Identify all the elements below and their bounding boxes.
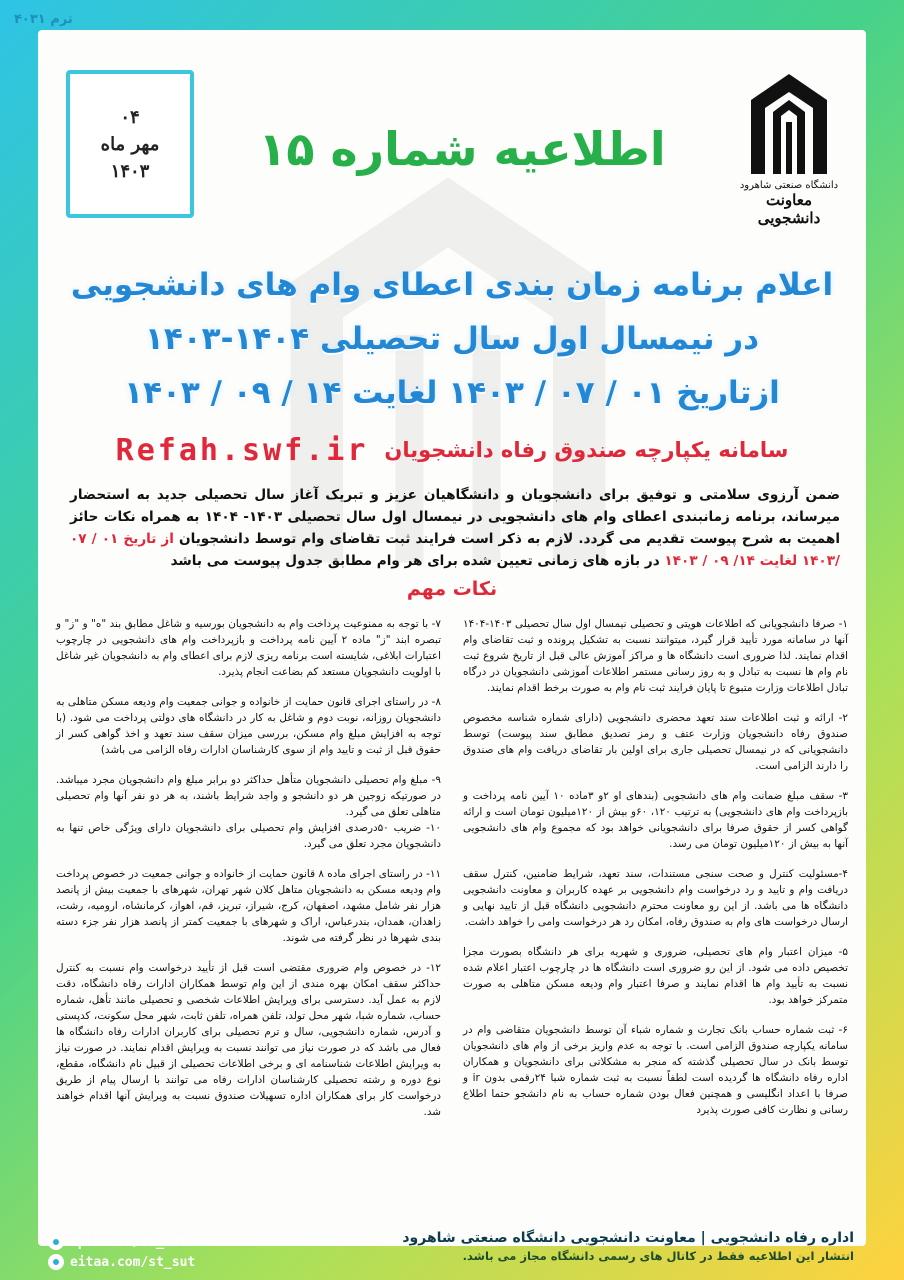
splus-link[interactable] [48, 1234, 195, 1250]
footer-links [48, 1234, 195, 1274]
date-year: ۱۴۰۳ [110, 160, 150, 182]
date-day: ۰۴ [120, 106, 140, 128]
date-month: مهر ماه [100, 133, 160, 155]
eitaa-link-text: eitaa.com/st_sut [70, 1254, 196, 1270]
announcement-title [58, 258, 846, 420]
note-item: ۷- با توجه به ممنوعیت پرداخت وام به دانشجویان بورسیه و شاغل مطابق بند "ه" و "ز" و تبصره ابند "ز" ماده ۲ آیین نامه پرداخت و بازپرداخت وام های دانشجویی در چارچوب اعتبارات ابلاغی، شایسته است برنامه ریزی لازم برای اعطای وام به دانشجویان غیر شاغل با اولویت دانشجویان مستعد کم بضاعت انجام پذیرد. [56, 618, 441, 678]
department-name: معاونت دانشجویی [757, 191, 821, 227]
notes-column-right [463, 616, 848, 1172]
university-logo [734, 70, 844, 240]
announcement-number: اطلاعیه شماره ۱۵ [258, 122, 666, 176]
intro-text-1: ضمن آرزوی سلامتی و توفیق برای دانشجویان و دانشگاهیان عزیز و تبریک آغاز سال تحصیلی جدید به استحضار میرساند، برنامه زمانبندی اعطای وام های دانشجویی در نیمسال اول سال تحصیلی ۱۴۰۳- ۱۴۰۴ به همراه نکات حائز اهمیت به شرح پیوست تقدیم می گردد. لازم به ذکر است فرایند ثبت تقاضای وام توسط دانشجویان [70, 487, 841, 547]
splus-icon [48, 1234, 64, 1250]
university-emblem-icon [747, 70, 831, 178]
system-url-link[interactable]: Refah.swf.ir [115, 432, 369, 468]
system-row [58, 428, 846, 472]
note-item: ۶- ثبت شماره حساب بانک تجارت و شماره شباء آن توسط دانشجویان متقاضی وام در سامانه یکپارچه صندوق الزامی است. با توجه به عدم واریز برخی از وام های دانشجویان توسط بانک در سال تحصیلی گذشته که منجر به مشکلاتی برای دانشجویان و همکاران اداره رفاه دانشگاه ها گردیده است لطفاً نسبت به ثبت شماره شبا ۲۴رقمی بدون ir و صرفا با اعداد انگلیسی و همچنین فعال بودن شماره حساب به نام دانشجو حتما اطلاع رسانی و نظارت کافی صورت پذیرد [463, 1024, 848, 1116]
title-line-1: اعلام برنامه زمان بندی اعطای وام های دانشجویی [70, 267, 834, 303]
note-item: ۲- ارائه و ثبت اطلاعات سند تعهد محضری دانشجویی (دارای شماره شناسه مخصوص صندوق رفاه دانشجویان وزارت عتف و رمز تصدیق مطابق سند پیوست) توسط دانشجویانی که در نیمسال تحصیلی جاری برای اولین بار تقاضای دریافت وام های صندوق را دارند الزامی است. [463, 712, 848, 772]
title-line-3: ازتاریخ ۰۱ / ۰۷ / ۱۴۰۳ لغایت ۱۴ / ۰۹ / ۱۴۰۳ [124, 375, 780, 411]
footer-office [402, 1230, 854, 1263]
note-item: ۳- سقف مبلغ ضمانت وام های دانشجویی (بندهای او ۲و ۳ماده ۱۰ آیین نامه پرداخت و بازپرداخت وام های دانشجویی) به ترتیب ۱۲۰، ۶۰و بیش از ۱۲۰میلیون تومان است و ارائه گواهی کسر از حقوق صرفا برای دانشجویانی خواهد بود که مجموع وام های دانشجویی آنها به بیش از ۱۲۰میلیون تومان می رسد. [463, 790, 849, 850]
intro-date-range: از تاریخ ۰۱ / ۰۷ /۱۴۰۳ لغایت ۱۴/ ۰۹ / ۱۴۰۳ [70, 531, 840, 569]
note-item: ۴-مسئولیت کنترل و صحت سنجی مستندات، سند تعهد، شرایط ضامنین، کنترل سقف دریافت وام و تایید و رد درخواست وام دانشجویی بر عهده کاربران و معاونت دانشجویی دانشگاه ها می باشد. از این رو معاونت محترم دانشجویی دانشگاه قبل از تایید نهایی و ارسال درخواست های وام به صندوق رفاه، امکان رد هر درخواست وامی را خواهد داشت. [463, 868, 848, 928]
note-item: ۱۱- در راستای اجرای ماده ۸ قانون حمایت از خانواده و جوانی جمعیت در خصوص پرداخت وام ودیعه مسکن به دانشجویان متاهل کلان شهر تهران، شهرهای با جمعیت بیش از پانصد هزار نفر شامل مشهد، اصفهان، کرج، شیراز، تبریز، قم، اهواز، کرمانشاه، ارومیه، رشت، زاهدان، همدان، بندرعباس، اراک و شهرهای با جمعیت کمتر از پانصد هزار نفر جزء دسته بندی شهرها در نظر گرفته می شوند. [56, 868, 441, 944]
notes-column-left [56, 616, 441, 1172]
note-item: ۱- صرفا دانشجویانی که اطلاعات هویتی و تحصیلی نیمسال اول سال تحصیلی ۱۴۰۳-۱۴۰۴ آنها در سامانه مورد تأیید قرار گیرد، میتوانند نسبت به تشکیل پرونده و ثبت تقاضای وام اقدام نمایند. لذا ضروری است دانشگاه ها و مراکز آموزش عالی قبل از تاریخ شروع ثبت نام وام ها نسبت به تبادل و به روز رسانی مستمر اطلاعات آموزشی دانشجویان در درگاه تبادل اطلاعات وزارت متبوع تا پایان فرایند ثبت نام وام به صورت برخط اقدام نمایند. [463, 618, 848, 694]
system-label: سامانه یکپارچه صندوق رفاه دانشجویان [384, 438, 789, 462]
notes-title: نکات مهم [406, 578, 498, 600]
note-item: ۱۲- در خصوص وام ضروری مقتضی است قبل از تأیید درخواست وام نسبت به کنترل حداکثر سقف امکان بهره مندی از این وام توسط همکاران ادارات رفاه دانشگاه، دقت لازم به عمل آید. دسترسی برای ویرایش اطلاعات شخصی و تحصیلی مانند تأهل، شماره حساب، شماره شبا، شهر محل تولد، تلفن همراه، تلفن ثابت، شهر محل سکونت، کدپستی و آدرس، شماره دانشجویی، سال و ترم تحصیلی برای کاربران ادارات رفاه دانشگاه ها فعال می باشد که در صورت نیاز می توانند نسبت به ویرایش اقدام نمایند. در صورت نیاز به ویرایش اطلاعات شناسنامه ای و برخی اطلاعات تحصیلی از قبیل نام دانشگاه، مقطع، نوع دوره و رشته تحصیلی کارشناسان ادارات رفاه می توانند با ارسال پیام از طریق درخواست کار برای همکاران اداره تسهیلات صندوق نسبت به ویرایش آنها اقدام خواهند شد. [56, 962, 441, 1118]
notes-columns [56, 616, 848, 1172]
intro-text-2: در بازه های زمانی تعیین شده برای هر وام مطابق جدول پیوست می باشد [170, 553, 660, 569]
note-item: ۵- میزان اعتبار وام های تحصیلی، ضروری و شهریه برای هر دانشگاه بصورت مجزا تخصیص داده می شود. از این رو ضروری است دانشگاه ها در چارچوب اعتبار اعلام شده نسبت به تأیید وام ها اقدام نمایند و صرفا اعتبار وام ودیعه مسکن متاهلی به صورت متمرکز خواهد بود. [463, 946, 848, 1006]
splus-link-text: splus.ir/st_sut [70, 1234, 188, 1250]
eitaa-icon [48, 1254, 64, 1270]
term-tag: ترم ۴۰۳۱ [14, 12, 73, 27]
announcement-sheet [38, 30, 866, 1246]
university-name: دانشگاه صنعتی شاهرود [739, 180, 839, 191]
footer-notice: انتشار این اطلاعیه فقط در کانال های رسمی دانشگاه مجاز می باشد. [462, 1249, 854, 1263]
eitaa-link[interactable] [48, 1254, 195, 1270]
note-item: ۹- مبلغ وام تحصیلی دانشجویان متأهل حداکثر دو برابر مبلغ وام دانشجویان مجرد میباشد. در صورتیکه زوجین هر دو دانشجو و واجد شرایط باشند، به هر دو نفر آنها وام تحصیلی متاهلی تعلق می گیرد. ۱۰- ضریب ۵۰درصدی افزایش وام تحصیلی برای دانشجویان دارای ویژگی خاص تنها به دانشجویان مجرد تعلق می گیرد. [56, 774, 441, 850]
date-box [66, 70, 194, 218]
footer-office-name: اداره رفاه دانشجویی | معاونت دانشجویی دانشگاه صنعتی شاهرود [402, 1230, 854, 1246]
intro-paragraph [70, 484, 840, 572]
note-item: ۸- در راستای اجرای قانون حمایت از خانواده و جوانی جمعیت وام ودیعه مسکن متاهلی به دانشجویان روزانه، نوبت دوم و شاغل به کار در دانشگاه های دولتی پرداخت می شود. (با توجه به افزایش مبلغ وام مسکن، بررسی میزان سقف سند تعهد و اخذ گواهی کسر از حقوق قبل از ثبت و تایید وام از سوی کارشناسان ادارات رفاه الزامی می باشد) [56, 696, 441, 756]
title-line-2: در نیمسال اول سال تحصیلی ۱۴۰۴-۱۴۰۳ [144, 321, 760, 357]
footer [38, 1228, 866, 1278]
